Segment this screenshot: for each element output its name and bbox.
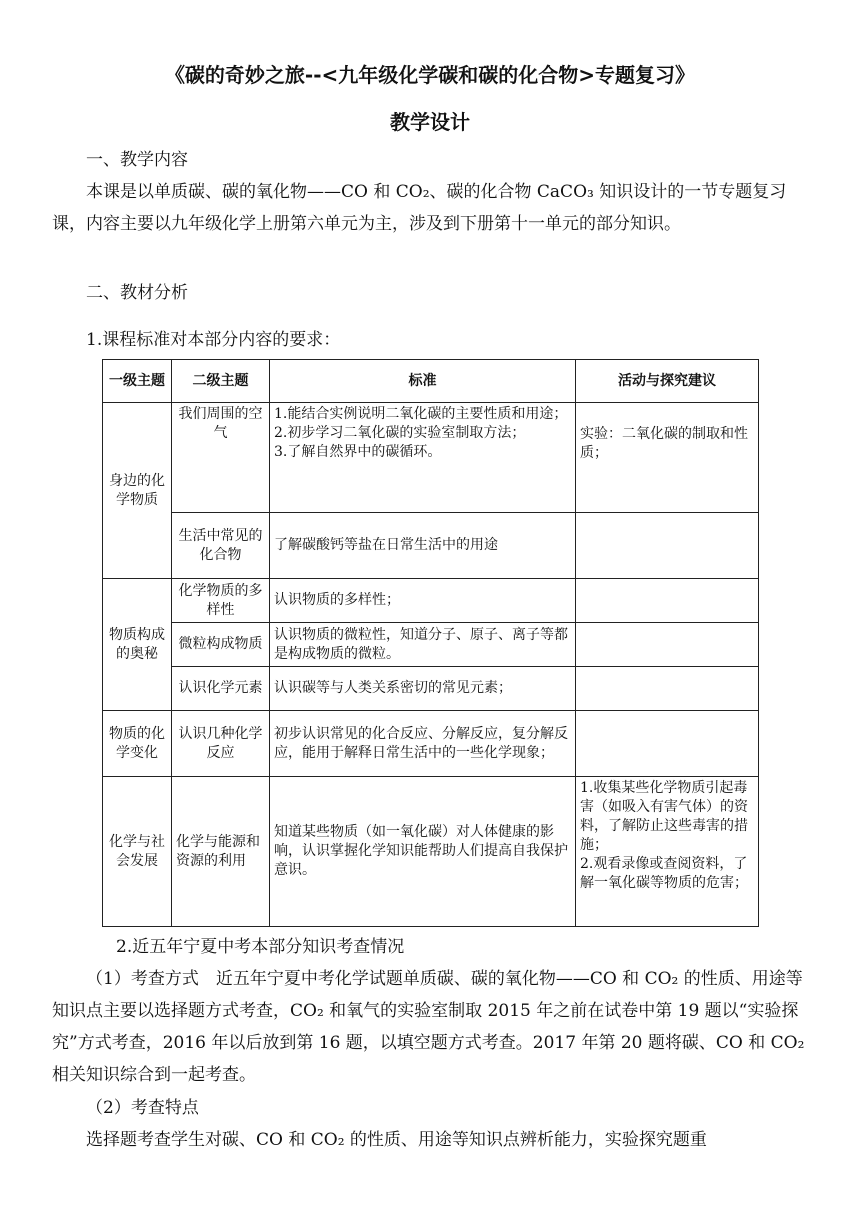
- paragraph-content: 本课是以单质碳、碳的氧化物——CO 和 CO₂、碳的化合物 CaCO₃ 知识设计的一节专题复习课，内容主要以九年级化学上册第六单元为主，涉及到下册第十一单元的部分知识。: [52, 182, 787, 234]
- activity-line: 2.观看录像或查阅资料，了解一氧化碳等物质的危害；: [580, 856, 748, 891]
- paragraph-exam-features: 选择题考查学生对碳、CO 和 CO₂ 的性质、用途等知识点辨析能力，实验探究题重: [86, 1130, 707, 1150]
- standard-cell: [270, 403, 576, 513]
- table-row: [103, 403, 759, 513]
- table-row: [103, 777, 759, 927]
- document-subtitle: 教学设计: [390, 110, 470, 134]
- standard-line: 3.了解自然界中的碳循环。: [274, 444, 442, 460]
- activity-cell: [576, 777, 759, 927]
- table-row: [103, 711, 759, 777]
- curriculum-table: [102, 359, 759, 927]
- standard-cell: 知道某些物质（如一氧化碳）对人体健康的影响，认识掌握化学知识能帮助人们提高自我保护意识。: [270, 777, 576, 927]
- standard-cell: 认识物质的多样性；: [270, 579, 576, 623]
- subheading-exam: 2.近五年宁夏中考本部分知识考查情况: [116, 937, 405, 957]
- secondary-topic-cell: 认识化学元素: [172, 667, 270, 711]
- document-title: 《碳的奇妙之旅--<九年级化学碳和碳的化合物>专题复习》: [164, 63, 696, 87]
- table-row: [103, 623, 759, 667]
- primary-topic-cell: 化学与社会发展: [103, 777, 172, 927]
- activity-cell: [576, 579, 759, 623]
- standard-cell: 认识物质的微粒性，知道分子、原子、离子等都是构成物质的微粒。: [270, 623, 576, 667]
- table-row: [103, 513, 759, 579]
- secondary-topic-cell: 微粒构成物质: [172, 623, 270, 667]
- header-standard: 标准: [270, 360, 576, 403]
- secondary-topic-cell: 化学物质的多样性: [172, 579, 270, 623]
- standard-line: 2.初步学习二氧化碳的实验室制取方法；: [274, 425, 526, 441]
- primary-topic-cell: 身边的化学物质: [103, 403, 172, 579]
- primary-topic-cell: 物质的化学变化: [103, 711, 172, 777]
- standard-cell: 了解碳酸钙等盐在日常生活中的用途: [270, 513, 576, 579]
- subheading-curriculum: 1.课程标准对本部分内容的要求：: [86, 330, 341, 350]
- table-row: [103, 579, 759, 623]
- standard-cell: 初步认识常见的化合反应、分解反应，复分解反应，能用于解释日常生活中的一些化学现象；: [270, 711, 576, 777]
- table-header-row: [103, 360, 759, 403]
- activity-cell: 实验：二氧化碳的制取和性质；: [576, 403, 759, 513]
- section-heading-1: 一、教学内容: [86, 150, 188, 170]
- header-primary-topic: 一级主题: [103, 360, 172, 403]
- section-heading-2: 二、教材分析: [86, 283, 188, 303]
- secondary-topic-cell: 我们周围的空气: [172, 403, 270, 513]
- secondary-topic-cell: 生活中常见的化合物: [172, 513, 270, 579]
- secondary-topic-cell: 认识几种化学反应: [172, 711, 270, 777]
- paragraph-exam-method: （1）考查方式 近五年宁夏中考化学试题单质碳、碳的氧化物——CO 和 CO₂ 的性质、用途等知识点主要以选择题方式考查，CO₂ 和氧气的实验室制取 2015 年之前在试卷中第 19 题以“实验探究”方式考查，2016 年以后放到第 16 题，以填空题方式考查。2017 年第 20 题将碳、CO 和 CO₂ 相关知识综合到一起考查。: [52, 969, 805, 1085]
- header-activity: 活动与探究建议: [576, 360, 759, 403]
- activity-cell: [576, 623, 759, 667]
- table-row: [103, 667, 759, 711]
- secondary-topic-cell: 化学与能源和资源的利用: [172, 777, 270, 927]
- standard-line: 1.能结合实例说明二氧化碳的主要性质和用途；: [274, 406, 568, 422]
- subheading-exam-features: （2）考查特点: [86, 1098, 199, 1118]
- primary-topic-cell: 物质构成的奥秘: [103, 579, 172, 711]
- activity-line: 1.收集某些化学物质引起毒害（如吸入有害气体）的资料，了解防止这些毒害的措施；: [580, 780, 748, 853]
- standard-cell: 认识碳等与人类关系密切的常见元素；: [270, 667, 576, 711]
- activity-cell: [576, 667, 759, 711]
- activity-cell: [576, 711, 759, 777]
- header-secondary-topic: 二级主题: [172, 360, 270, 403]
- activity-cell: [576, 513, 759, 579]
